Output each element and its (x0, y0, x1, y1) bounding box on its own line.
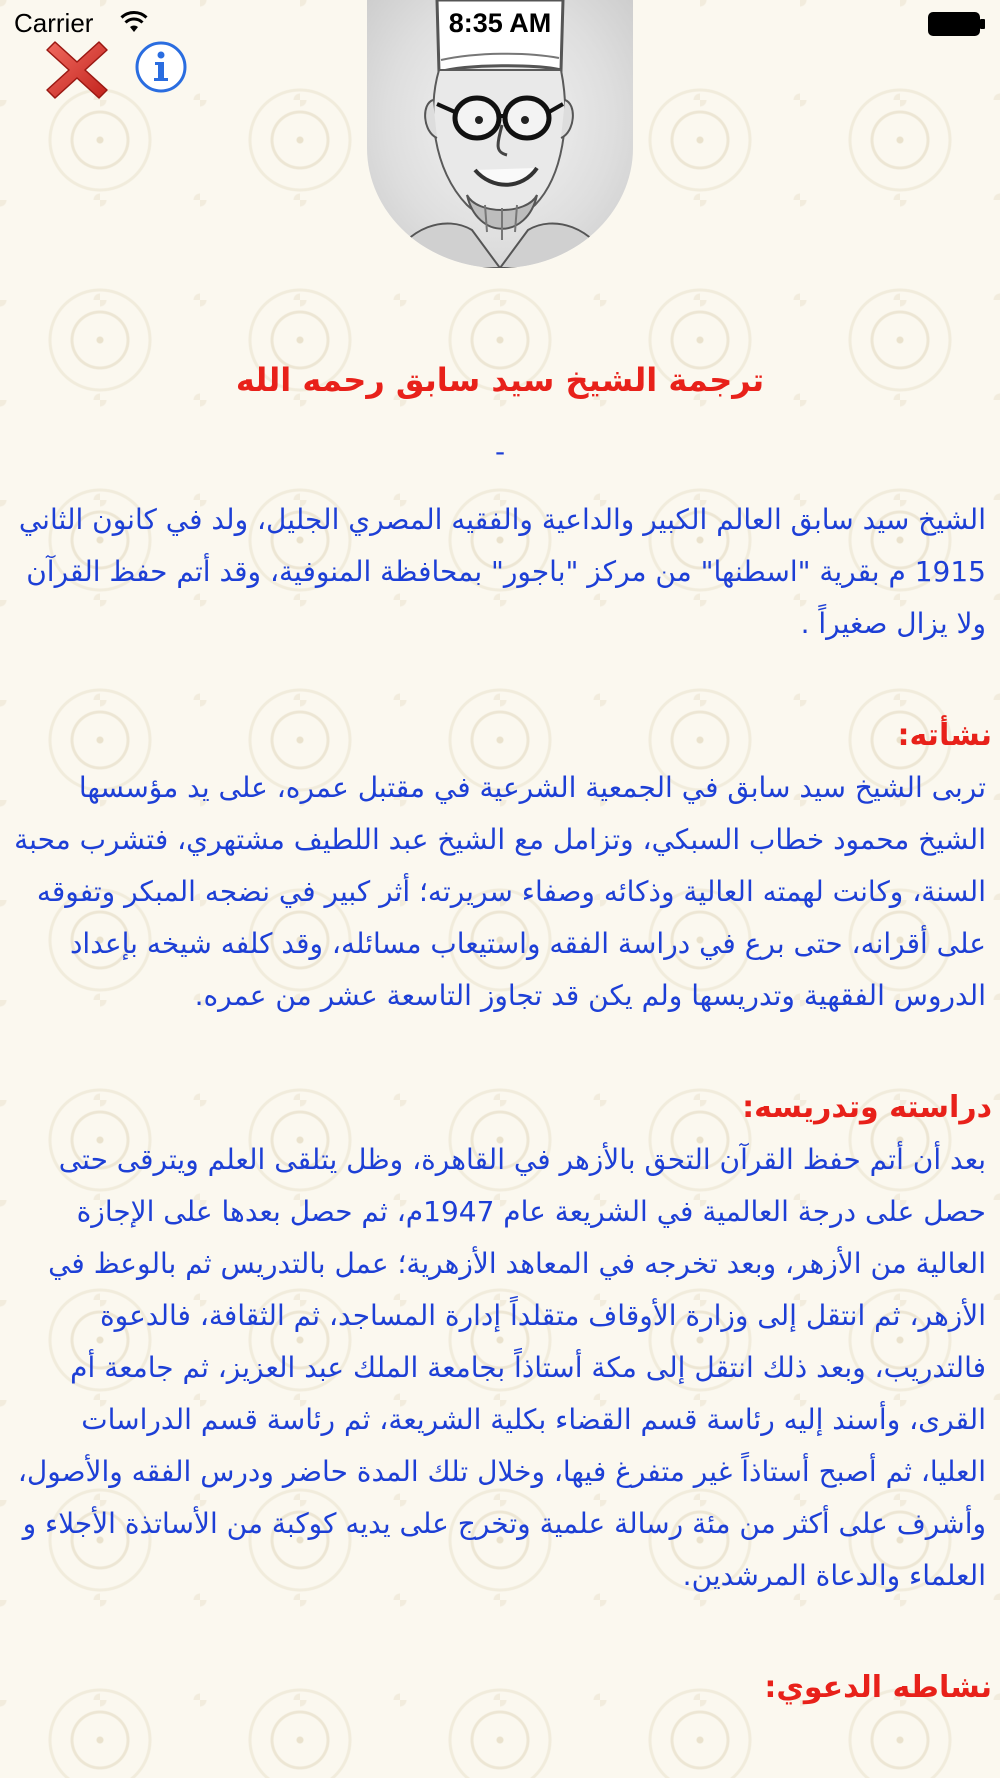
intro-paragraph: الشيخ سيد سابق العالم الكبير والداعية والفقيه المصري الجليل، ولد في كانون الثاني 1915 م بقرية "اسطنها" من مركز "باجور" بمحافظة المنوفية، وقد أتم حفظ القرآن ولا يزال صغيراً . (18, 503, 986, 640)
upbringing-paragraph: تربى الشيخ سيد سابق في الجمعية الشرعية في مقتبل عمره، على يد مؤسسها الشيخ محمود خطاب السبكي، وتزامل مع الشيخ عبد اللطيف مشتهري، فتشرب محبة السنة، وكانت لهمته العالية وذكائه وصفاء سريرته؛ أثر كبير في نضجه المبكر وتفوقه على أقرانه، حتى برع في دراسة الفقه واستيعاب مسائله، وقد كلفه شيخه بإعداد الدروس الفقهية وتدريسها ولم يكن قد تجاوز التاسعة عشر من عمره. (14, 771, 986, 1012)
article-title: ترجمة الشيخ سيد سابق رحمه الله (235, 361, 765, 399)
info-icon (134, 40, 188, 94)
biography-article (0, 350, 1000, 1714)
status-time: 8:35 AM (448, 8, 552, 38)
battery-icon (928, 12, 986, 36)
close-icon (45, 38, 109, 102)
title-separator: - (494, 435, 506, 468)
close-button[interactable] (45, 38, 109, 102)
study-teaching-paragraph: بعد أن أتم حفظ القرآن التحق بالأزهر في القاهرة، وظل يتلقى العلم ويترقى حتى حصل على درجة العالمية في الشريعة عام 1947م، ثم حصل بعدها على الإجازة العالية من الأزهر، وبعد تخرجه في المعاهد الأزهرية؛ عمل بالتدريس ثم بالوعظ في الأزهر، ثم انتقل إلى وزارة الأوقاف متقلداً إدارة المساجد، ثم الثقافة، فالدعوة فالتدريب، وبعد ذلك انتقل إلى مكة أستاذاً بجامعة الملك عبد العزيز، ثم جامعة أم القرى، وأسند إليه رئاسة قسم القضاء بكلية الشريعة، ثم رئاسة قسم الدراسات العليا، ثم أصبح أستاذاً غير متفرغ فيها، وخلال تلك المدة حاضر ودرس الفقه والأصول، وأشرف على أكثر من مئة رسالة علمية وتخرج على يديه كوكبة من الأساتذة الأجلاء و العلماء والدعاة المرشدين. (17, 1143, 986, 1592)
info-button[interactable] (134, 40, 188, 94)
section-heading-upbringing: نشأته: (897, 718, 992, 753)
carrier-label: Carrier (14, 8, 94, 38)
section-heading-study-teaching: دراسته وتدريسه: (742, 1090, 992, 1125)
section-heading-dawah: نشاطه الدعوي: (764, 1670, 992, 1705)
